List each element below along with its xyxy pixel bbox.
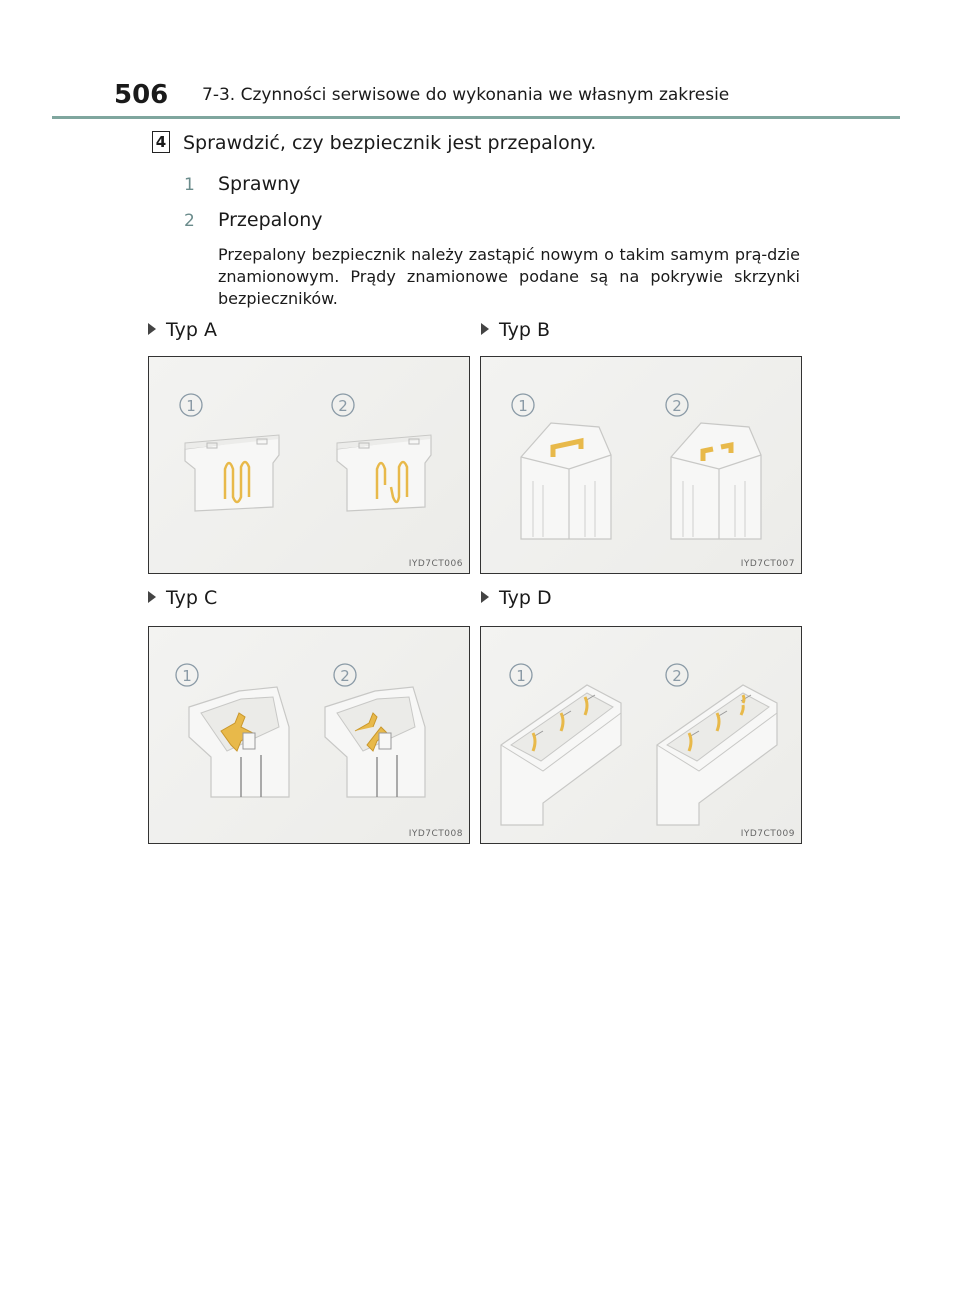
figure-code: IYD7CT009 (740, 829, 795, 839)
type-label-b: Typ B (481, 318, 550, 342)
fuse-good (185, 435, 279, 511)
figure-code: IYD7CT007 (740, 559, 795, 569)
type-label-d: Typ D (481, 586, 552, 610)
figure-fuse-type-c (148, 626, 470, 844)
item-label: Przepalony (218, 209, 323, 231)
fuse-blown (657, 685, 777, 825)
page-number: 506 (114, 80, 169, 110)
marker-1: 1 (518, 397, 528, 415)
page-header (52, 80, 900, 119)
fuse-good (501, 685, 621, 825)
fuse-blown (325, 687, 425, 797)
figure-fuse-type-d (480, 626, 802, 844)
marker-2: 2 (340, 667, 350, 685)
fuse-good (189, 687, 289, 797)
step-badge: 4 (152, 131, 170, 153)
arrow-right-icon (481, 323, 489, 335)
fuse-type-b-illustration (481, 357, 801, 573)
marker-1: 1 (186, 397, 196, 415)
figure-fuse-type-a (148, 356, 470, 574)
list-item (184, 208, 323, 233)
item-number: 1 (184, 175, 195, 195)
marker-1: 1 (182, 667, 192, 685)
fuse-blown (671, 423, 761, 539)
step-text: Sprawdzić, czy bezpiecznik jest przepalony. (183, 132, 597, 154)
marker-2: 2 (338, 397, 348, 415)
arrow-right-icon (148, 591, 156, 603)
fuse-good (521, 423, 611, 539)
fuse-blown (337, 435, 431, 511)
fuse-type-c-illustration (149, 627, 469, 843)
type-label-a: Typ A (148, 318, 217, 342)
figure-code: IYD7CT006 (408, 559, 463, 569)
figure-fuse-type-b (480, 356, 802, 574)
arrow-right-icon (481, 591, 489, 603)
marker-1: 1 (516, 667, 526, 685)
figure-code: IYD7CT008 (408, 829, 463, 839)
arrow-right-icon (148, 323, 156, 335)
fuse-type-d-illustration (481, 627, 801, 843)
section-title: 7-3. Czynności serwisowe do wykonania we własnym zakresie (202, 85, 730, 105)
list-item (184, 172, 301, 197)
marker-2: 2 (672, 667, 682, 685)
type-label-c: Typ C (148, 586, 217, 610)
marker-2: 2 (672, 397, 682, 415)
fuse-type-a-illustration (149, 357, 469, 573)
item-label: Sprawny (218, 173, 301, 195)
item-number: 2 (184, 211, 195, 231)
note-paragraph: Przepalony bezpiecznik należy zastąpić nowym o takim samym prą-dzie znamionowym. Prądy znamionowe podane są na pokrywie skrzynki bezpieczników. (218, 245, 800, 308)
